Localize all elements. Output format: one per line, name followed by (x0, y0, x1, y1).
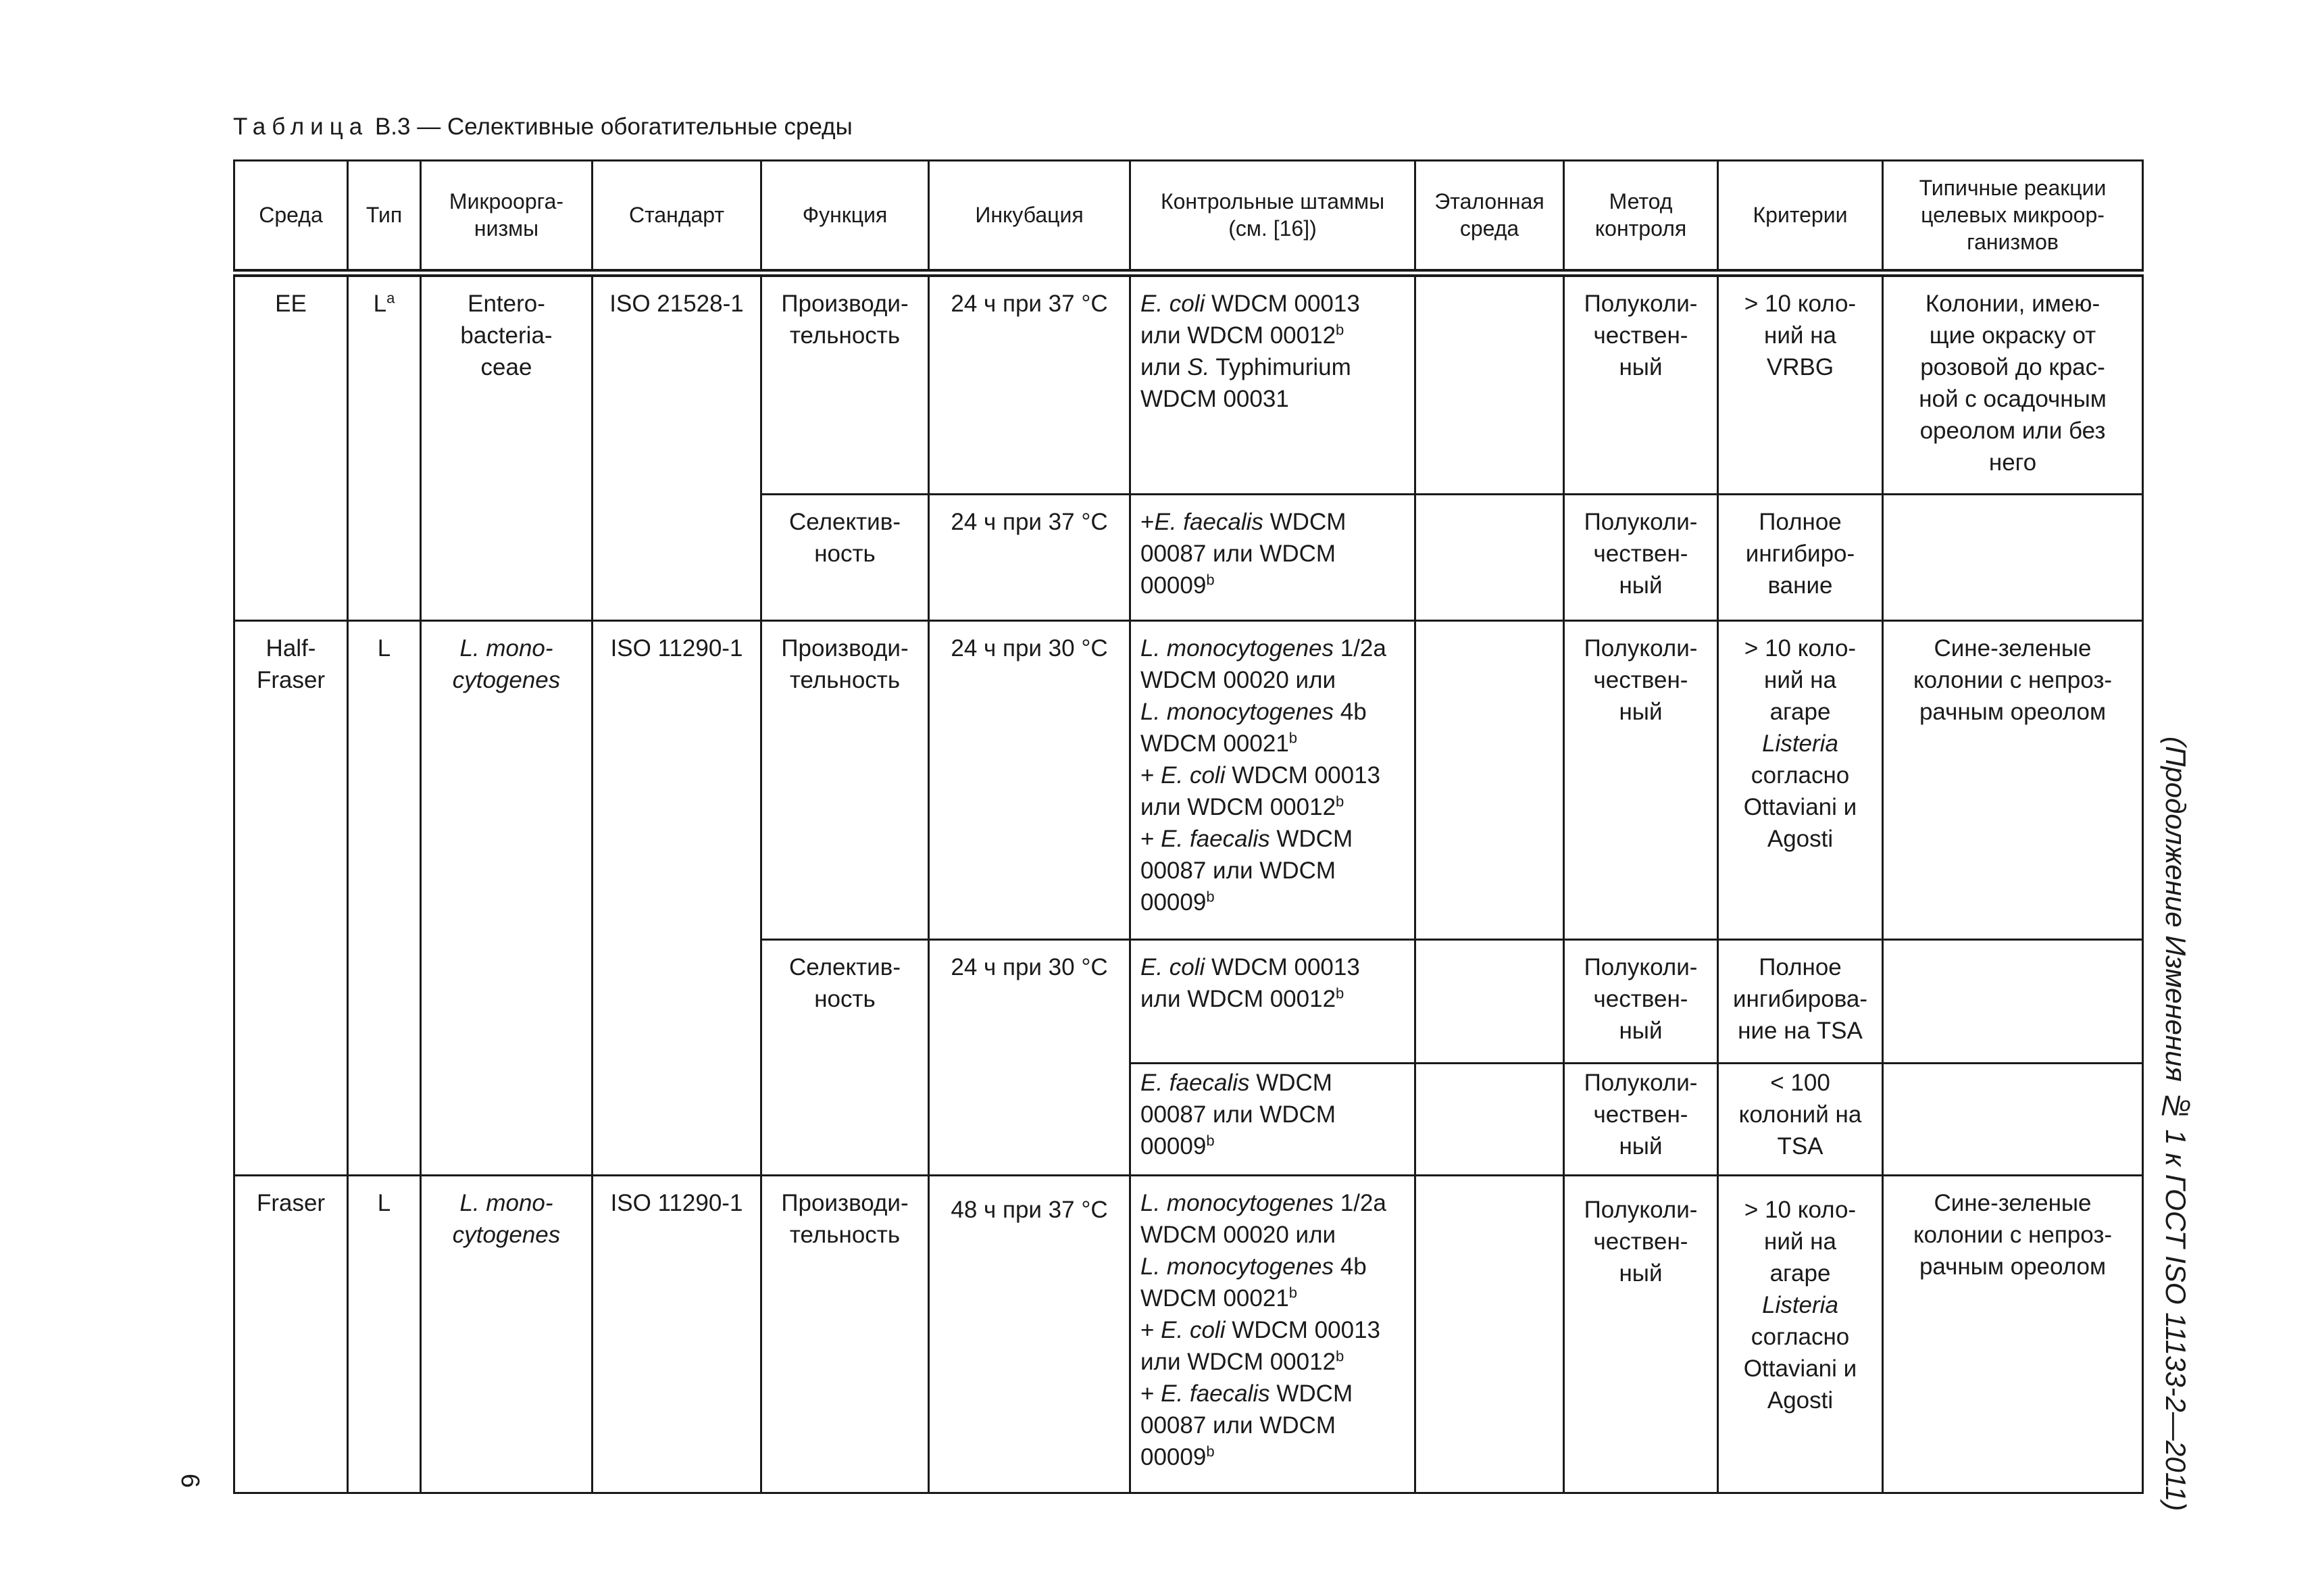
header-row (234, 161, 2143, 273)
cell-criteria (1718, 621, 1883, 940)
strain-serotype: 4b (1334, 699, 1367, 725)
strain-code: или WDCM 00012 (1140, 986, 1336, 1012)
cell-control-strains (1130, 273, 1415, 495)
cell-function: Селектив- ность (761, 495, 929, 621)
strain-serotype: 4b (1334, 1253, 1367, 1280)
cell-control-strains (1130, 1176, 1415, 1493)
footnote-marker: b (1336, 793, 1344, 810)
strain-name: S. (1187, 353, 1210, 380)
strain-code: или WDCM 00012 (1140, 322, 1336, 349)
selective-media-table (233, 159, 2144, 1494)
cell-reference-medium (1415, 1064, 1564, 1176)
strain-code: 00009 (1140, 1133, 1207, 1159)
cell-function: Производи- тельность (761, 273, 929, 495)
cell-medium: EE (234, 273, 348, 621)
strain-code: WDCM 00013 (1225, 762, 1381, 789)
cell-type (348, 273, 421, 621)
cell-criteria: > 10 коло- ний на VRBG (1718, 273, 1883, 495)
header-function: Функция (761, 161, 929, 273)
strain-code: 00087 или WDCM (1140, 1101, 1336, 1128)
header-typical-reactions: Типичные реакции целевых микроор- ганизмов (1883, 161, 2143, 273)
strain-prefix: или (1140, 353, 1188, 380)
strain-code: WDCM (1269, 826, 1353, 852)
header-control-method: Метод контроля (1564, 161, 1718, 273)
cell-reference-medium (1415, 1176, 1564, 1493)
cell-criteria: < 100 колоний на TSA (1718, 1064, 1883, 1176)
table-row (234, 273, 2143, 495)
footnote-marker: b (1336, 1347, 1344, 1365)
header-standard: Стандарт (593, 161, 761, 273)
cell-medium: Half- Fraser (234, 621, 348, 1176)
strain-prefix: + (1140, 826, 1161, 852)
strain-name: E. coli (1161, 1317, 1226, 1343)
strain-name: E. coli (1140, 954, 1205, 980)
cell-standard: ISO 21528-1 (593, 273, 761, 621)
footnote-marker: b (1206, 888, 1215, 905)
strain-code: 00009 (1140, 889, 1207, 916)
cell-function: Производи- тельность (761, 1176, 929, 1493)
strain-serovar: Typhimurium (1209, 353, 1351, 380)
table-row (234, 621, 2143, 940)
strain-name: E. faecalis (1154, 509, 1263, 535)
cell-microorganisms: L. mono- cytogenes (421, 1176, 593, 1493)
strain-code: 00009 (1140, 572, 1207, 599)
strain-name: E. faecalis (1161, 826, 1270, 852)
strain-code: WDCM 00021 (1140, 730, 1289, 757)
strain-prefix: + (1140, 1317, 1161, 1343)
criteria-genus: Listeria (1762, 1292, 1838, 1318)
footnote-marker: b (1206, 571, 1215, 589)
cell-typical-reaction: Сине-зеленые колонии с непроз- рачным ореолом (1883, 1176, 2143, 1493)
footnote-marker: b (1336, 984, 1344, 1002)
strain-code: WDCM 00013 (1225, 1317, 1381, 1343)
strain-prefix: + (1140, 1380, 1161, 1407)
strain-code: WDCM (1269, 1380, 1353, 1407)
cell-method: Полуколи- чествен- ный (1564, 940, 1718, 1064)
cell-reference-medium (1415, 273, 1564, 495)
cell-reference-medium (1415, 940, 1564, 1064)
cell-method: Полуколи- чествен- ный (1564, 1176, 1718, 1493)
cell-incubation: 24 ч при 37 °C (929, 273, 1130, 495)
strain-code: 00009 (1140, 1444, 1207, 1470)
strain-name: E. coli (1140, 290, 1205, 317)
header-medium: Среда (234, 161, 348, 273)
cell-criteria: Полное ингибиро- вание (1718, 495, 1883, 621)
cell-standard: ISO 11290-1 (593, 621, 761, 1176)
page-number: 6 (176, 1473, 205, 1489)
table-title-text: B.3 — Селективные обогатительные среды (368, 114, 853, 140)
cell-method: Полуколи- чествен- ный (1564, 621, 1718, 940)
strain-code: или WDCM 00012 (1140, 1349, 1336, 1375)
header-incubation: Инкубация (929, 161, 1130, 273)
header-reference-medium: Эталонная среда (1415, 161, 1564, 273)
amendment-note: (Продолжение Изменения № 1 к ГОСТ ISO 11133-2—2011) (2160, 737, 2192, 1512)
strain-serotype: 1/2a (1334, 1190, 1386, 1216)
strain-code: WDCM 00013 (1205, 290, 1360, 317)
cell-reference-medium (1415, 495, 1564, 621)
cell-typical-reaction: Колонии, имею- щие окраску от розовой до крас- ной с осадочным ореолом или без него (1883, 273, 2143, 495)
header-microorganisms: Микроорга- низмы (421, 161, 593, 273)
footnote-marker: b (1336, 320, 1344, 338)
cell-incubation: 24 ч при 30 °C (929, 940, 1130, 1176)
cell-criteria: Полное ингибирова- ние на TSA (1718, 940, 1883, 1064)
cell-control-strains (1130, 1064, 1415, 1176)
cell-method: Полуколи- чествен- ный (1564, 495, 1718, 621)
strain-name: E. faecalis (1161, 1380, 1270, 1407)
cell-type: L (348, 621, 421, 1176)
strain-code: WDCM 00021 (1140, 1285, 1289, 1312)
strain-code: WDCM (1263, 509, 1347, 535)
strain-prefix: + (1140, 762, 1161, 789)
cell-medium: Fraser (234, 1176, 348, 1493)
strain-name: L. monocytogenes (1140, 1190, 1334, 1216)
criteria-text: согласно Ottaviani и Agosti (1743, 1324, 1857, 1414)
footnote-marker: b (1288, 1284, 1298, 1301)
strain-code: 00087 или WDCM (1140, 1412, 1336, 1439)
cell-incubation: 24 ч при 37 °C (929, 495, 1130, 621)
cell-control-strains (1130, 621, 1415, 940)
footnote-marker: b (1206, 1132, 1215, 1149)
strain-serotype: 1/2a (1334, 635, 1386, 662)
table-title-prefix: Таблица (233, 114, 369, 140)
cell-function: Производи- тельность (761, 621, 929, 940)
cell-method: Полуколи- чествен- ный (1564, 273, 1718, 495)
header-control-strains: Контрольные штаммы (см. [16]) (1130, 161, 1415, 273)
cell-incubation: 24 ч при 30 °C (929, 621, 1130, 940)
table-title (233, 115, 853, 139)
strain-code: или WDCM 00012 (1140, 794, 1336, 820)
footnote-marker: a (386, 289, 395, 306)
criteria-genus: Listeria (1762, 730, 1838, 757)
table-row (234, 1176, 2143, 1493)
cell-standard: ISO 11290-1 (593, 1176, 761, 1493)
strain-code: WDCM 00020 или (1140, 667, 1336, 693)
strain-code: WDCM 00020 или (1140, 1222, 1336, 1248)
footnote-marker: b (1206, 1443, 1215, 1460)
strain-code: WDCM (1249, 1070, 1332, 1096)
strain-name: E. coli (1161, 762, 1226, 789)
cell-typical-reaction (1883, 940, 2143, 1064)
footnote-marker: b (1288, 729, 1298, 747)
cell-function: Селектив- ность (761, 940, 929, 1176)
type-value: L (373, 290, 387, 317)
cell-reference-medium (1415, 621, 1564, 940)
header-type: Тип (348, 161, 421, 273)
header-criteria: Критерии (1718, 161, 1883, 273)
strain-name: E. faecalis (1140, 1070, 1250, 1096)
strain-code: WDCM 00031 (1140, 385, 1289, 412)
criteria-text: > 10 коло- ний на агаре (1744, 635, 1857, 725)
cell-typical-reaction (1883, 1064, 2143, 1176)
cell-microorganisms: L. mono- cytogenes (421, 621, 593, 1176)
cell-incubation: 48 ч при 37 °C (929, 1176, 1130, 1493)
cell-type: L (348, 1176, 421, 1493)
strain-prefix: + (1140, 509, 1155, 535)
strain-name: L. monocytogenes (1140, 635, 1334, 662)
strain-code: WDCM 00013 (1205, 954, 1360, 980)
cell-method: Полуколи- чествен- ный (1564, 1064, 1718, 1176)
cell-typical-reaction (1883, 495, 2143, 621)
cell-control-strains (1130, 940, 1415, 1064)
strain-code: 00087 или WDCM (1140, 541, 1336, 567)
cell-criteria (1718, 1176, 1883, 1493)
strain-code: 00087 или WDCM (1140, 857, 1336, 884)
cell-control-strains (1130, 495, 1415, 621)
cell-typical-reaction: Сине-зеленые колонии с непроз- рачным ореолом (1883, 621, 2143, 940)
criteria-text: > 10 коло- ний на агаре (1744, 1197, 1857, 1287)
strain-name: L. monocytogenes (1140, 699, 1334, 725)
strain-name: L. monocytogenes (1140, 1253, 1334, 1280)
criteria-text: согласно Ottaviani и Agosti (1743, 762, 1857, 852)
cell-microorganisms: Entero- bacteria- ceae (421, 273, 593, 621)
